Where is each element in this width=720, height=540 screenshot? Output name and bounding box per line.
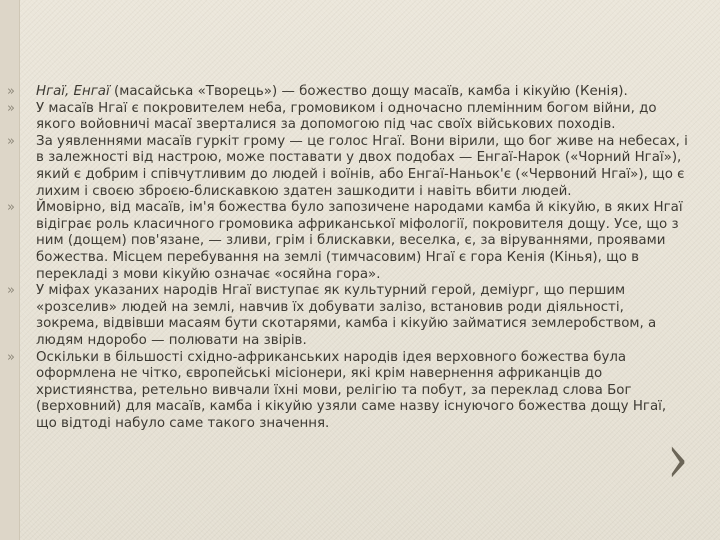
bullet-marker-icon: »: [7, 133, 15, 149]
bullet-marker-icon: »: [7, 283, 15, 299]
bullet-item-3: [7, 133, 688, 200]
bullet-text: У масаїв Нгаї є покровителем неба, громовиком і одночасно племінним богом війни, до якого войовничі масаї зверталися за допомогою під час своїх військових походів.: [36, 100, 657, 133]
bullet-text: У міфах указаних народів Нгаї виступає як культурний герой, деміург, що першим «розселив» людей на землі, навчив їх добувати залізо, встановив роди діяльності, зокрема, відвівши масаям бути скотарями, камба і кікуйю займатися землеробством, а людям ндоробо — полювати на звірів.: [36, 283, 657, 348]
bullet-item-1: [7, 84, 688, 101]
bullet-text: Оскільки в більшості східно-африканських народів ідея верховного божества була оформлена не чітко, європейські місіонери, які крім навернення африканців до християнства, ретельно вивчали їхні мови, релігію та побут, за переклад слова Бог (верховний) для масаїв, камба і кікуйю узяли саме назву існуючого божества дощу Нгаї, що відтоді набуло саме такого значення.: [36, 349, 667, 431]
slide-content: [7, 84, 688, 432]
bullet-text: Ймовірно, від масаїв, ім'я божества було запозичене народами камба й кікуйю, в яких Нгаї відіграє роль класичного громовика африканської міфології, покровителя дощу. Усе, що з ним (дощем) пов'язане, — зливи, грім і блискавки, веселка, є, за віруваннями, проявами божества. Місцем перебування на землі (тимчасовим) Нгаї є гора Кенія (Кінья), що в перекладі з мови кікуйю означає «осяйна гора».: [36, 200, 683, 282]
bullet-item-5: [7, 283, 688, 349]
term-name: Нгаї, Енгаї: [36, 84, 110, 99]
bullet-marker-icon: »: [7, 84, 15, 99]
bullet-text: За уявленнями масаїв гуркіт грому — це голос Нгаї. Вони вірили, що бог живе на небесах, і в залежності від настрою, може поставати у двох подобах — Енгаї-Нарок («Чорний Нгаї»), який є добрим і співчутливим до людей і воїнів, або Енгаї-Наньок'є («Червоний Нгаї»), що є лихим і своєю зброєю-блискавкою здатен зашкодити і навіть вбити людей.: [36, 133, 688, 199]
bullet-marker-icon: »: [7, 349, 15, 365]
bullet-item-6: [7, 349, 688, 433]
bullet-marker-icon: »: [7, 100, 15, 116]
bullet-marker-icon: »: [7, 200, 15, 216]
left-margin-bar: [0, 0, 20, 540]
bullet-text: (масайська «Творець») — божество дощу масаїв, камба і кікуйю (Кенія).: [109, 84, 628, 99]
bullet-item-2: [7, 100, 688, 134]
bullet-item-4: [7, 200, 688, 283]
next-slide-chevron-icon[interactable]: ›: [666, 420, 689, 499]
